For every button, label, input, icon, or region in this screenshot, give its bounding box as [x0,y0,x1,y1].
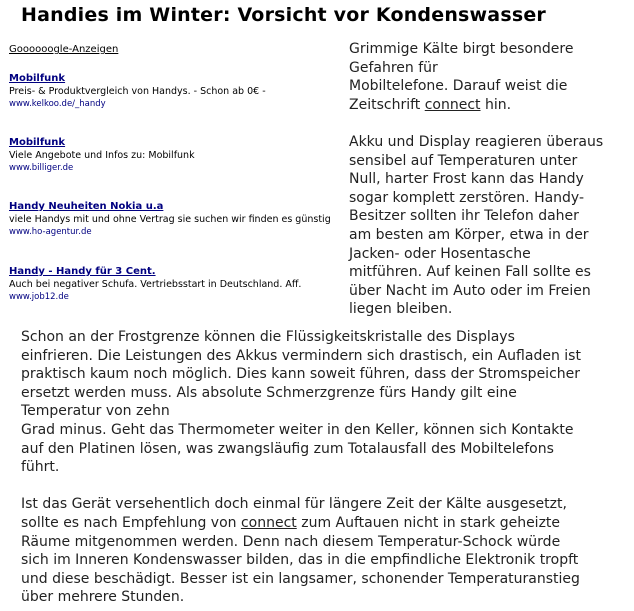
body-line: Grad minus. Geht das Thermometer weiter in den Keller, können sich Kontakte [21,421,574,438]
intro-line: Besitzer sollten ihr Telefon daher [349,208,579,225]
body-line [21,514,617,533]
ad-url-link[interactable]: www.job12.de [9,292,69,302]
body-line: sich im Inneren Kondenswasser bilden, das in die empfindliche Elektronik tropft [21,552,579,569]
ad-url-link[interactable]: www.ho-agentur.de [9,227,92,237]
body-line: und diese beschädigt. Besser ist ein langsamer, schonender Temperaturanstieg [21,570,580,587]
connect-link[interactable]: connect [424,96,481,113]
intro-line: liegen bleiben. [349,301,453,318]
intro-line: über Nacht im Auto oder im Freien [349,282,591,299]
intro-line: Null, harter Frost kann das Handy [349,171,584,188]
ad-item [9,266,301,302]
intro-text-fragment: hin. [480,96,512,113]
body-line: Ist das Gerät versehentlich doch einmal für längere Zeit der Kälte ausgesetzt, [21,496,567,513]
intro-line: Mobiltelefone. Darauf weist die [349,78,568,95]
body-line: Temperatur von zehn [21,403,170,420]
page-title: Handies im Winter: Vorsicht vor Kondenswasser [21,4,547,26]
ad-description: viele Handys mit und ohne Vertrag sie suchen wir finden es günstig [9,214,331,225]
intro-line: am besten am Körper, etwa in der [349,226,589,243]
ad-title-link[interactable]: Handy - Handy für 3 Cent. [9,266,156,277]
ad-title-link[interactable]: Handy Neuheiten Nokia u.a [9,201,164,212]
ad-description: Preis- & Produktvergleich von Handys. - Schon ab 0€ - [9,86,266,97]
body-text-fragment: sollte es nach Empfehlung von [21,514,241,531]
ad-description: Viele Angebote und Infos zu: Mobilfunk [9,150,195,161]
intro-line: Gefahren für [349,59,438,76]
ad-description: Auch bei negativer Schufa. Vertriebsstart in Deutschland. Aff. [9,279,302,290]
ads-header-link[interactable]: Goooooogle-Anzeigen [9,44,119,55]
ads-panel [9,44,344,302]
intro-line [349,96,619,115]
body-text-fragment: zum Auftauen nicht in stark geheizte [296,514,561,531]
body-line: führt. [21,459,60,476]
ad-url-link[interactable]: www.kelkoo.de/_handy [9,99,106,109]
intro-text [349,40,619,319]
ad-item [9,73,266,109]
intro-line: sogar komplett zerstören. Handy- [349,189,585,206]
body-line: über mehrere Stunden. [21,589,185,606]
ad-title-link[interactable]: Mobilfunk [9,137,66,148]
body-line: einfrieren. Die Leistungen des Akkus vermindern sich drastisch, ein Aufladen ist [21,347,581,364]
ad-url-link[interactable]: www.billiger.de [9,163,74,173]
intro-line: mitführen. Auf keinen Fall sollte es [349,264,591,281]
body-line: praktisch kaum noch möglich. Dies kann soweit führen, dass der Stromspeicher [21,366,581,383]
body-line: ersetzt werden muss. Als absolute Schmerzgrenze fürs Handy gilt eine [21,384,517,401]
article-body [21,328,617,607]
ad-title-link[interactable]: Mobilfunk [9,73,66,84]
intro-text-fragment: Zeitschrift [349,96,425,113]
connect-link[interactable]: connect [240,514,297,531]
body-line: Räume mitgenommen werden. Denn nach diesem Temperatur-Schock würde [21,533,561,550]
ad-item [9,201,331,237]
ad-item [9,137,195,173]
body-line: auf den Platinen lösen, was zwangsläufig zum Totalausfall des Mobiltelefons [21,440,554,457]
body-line: Schon an der Frostgrenze können die Flüssigkeitskristalle des Displays [21,329,515,345]
intro-line: Jacken- oder Hosentasche [349,245,531,262]
intro-line: sensibel auf Temperaturen unter [349,152,578,169]
intro-line: Akku und Display reagieren überaus [349,133,604,150]
intro-line: Grimmige Kälte birgt besondere [349,41,574,57]
